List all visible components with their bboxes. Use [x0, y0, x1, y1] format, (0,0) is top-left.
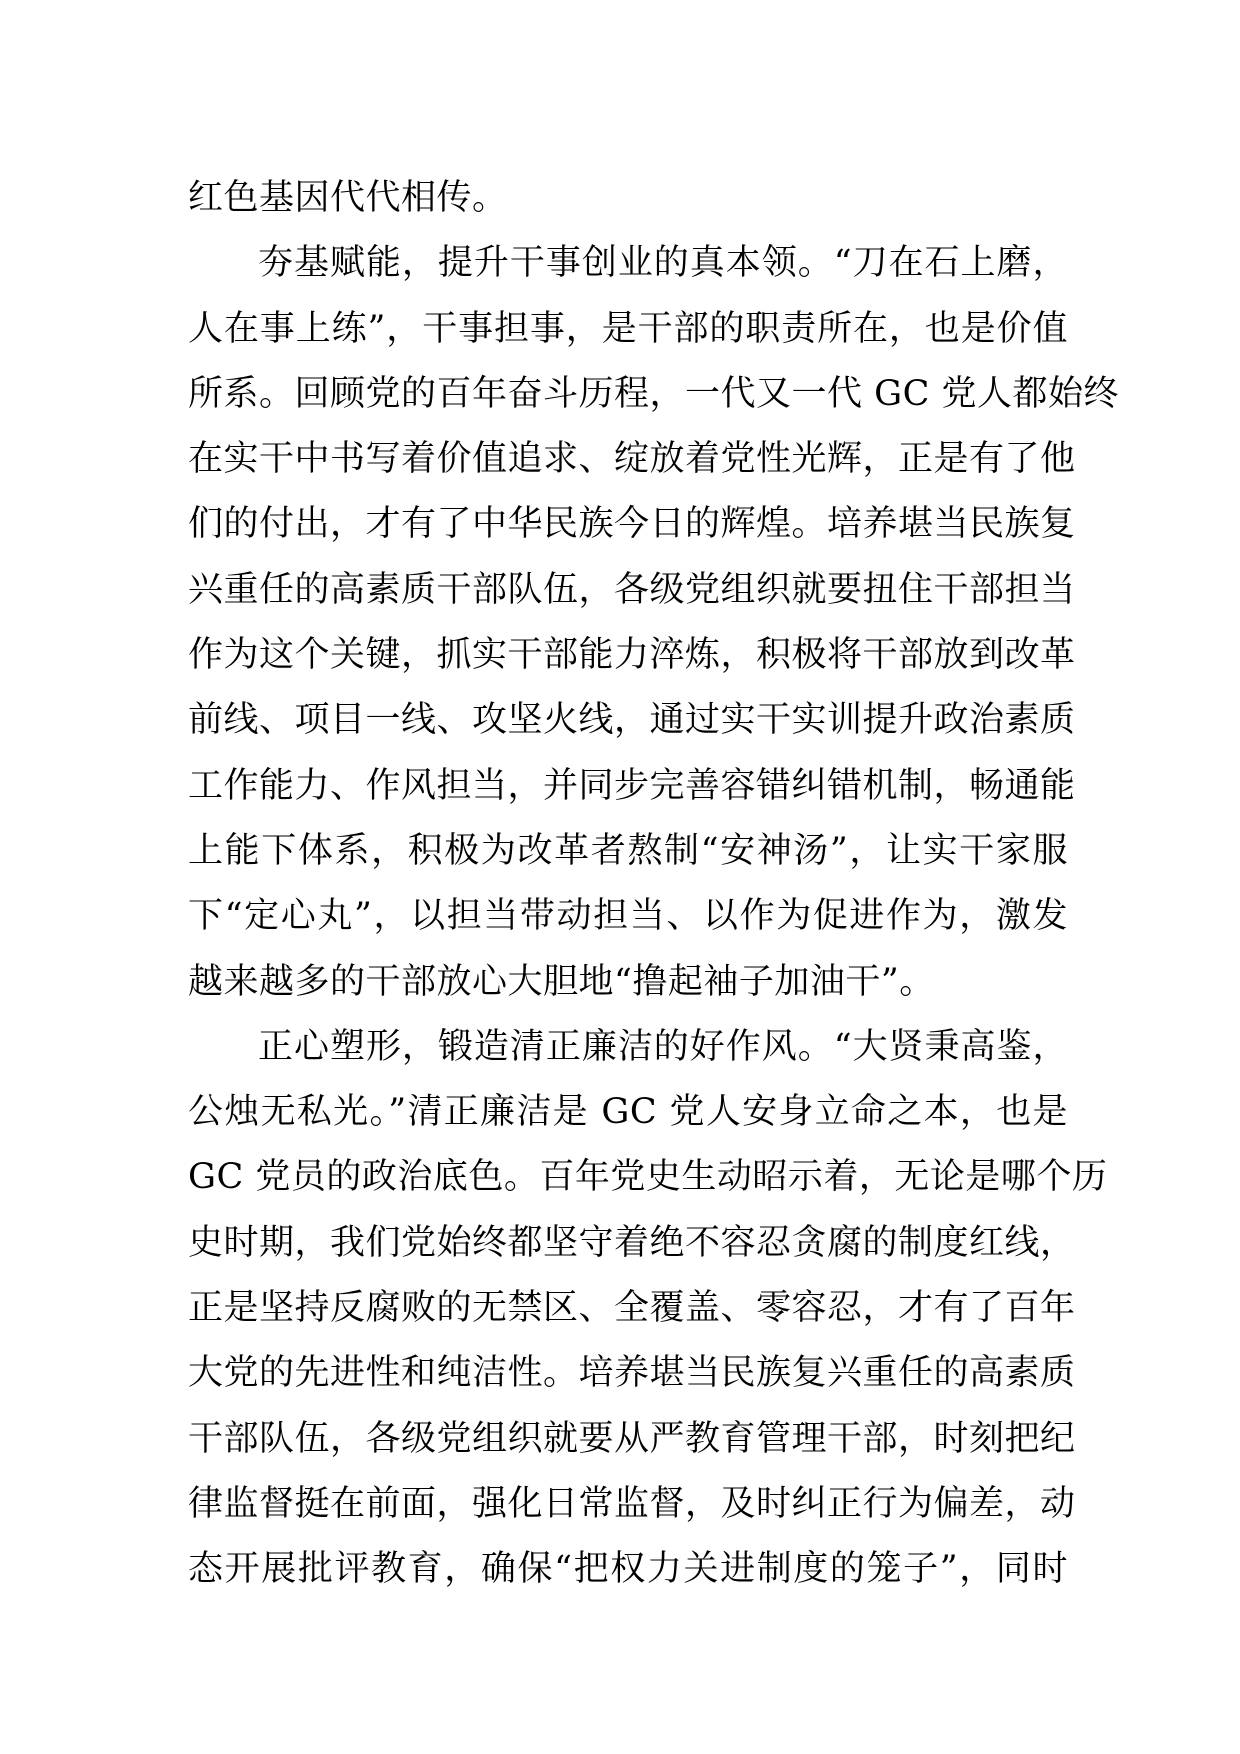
paragraph-line: 大党的先进性和纯洁性。培养堪当民族复兴重任的高素质 [188, 1353, 1076, 1394]
paragraph-line: 工作能力、作风担当，并同步完善容错纠错机制，畅通能 [188, 765, 1076, 806]
paragraph-line: 在实干中书写着价值追求、绽放着党性光辉，正是有了他 [188, 439, 1076, 480]
paragraph-line: 越来越多的干部放心大胆地“撸起袖子加油干”。 [188, 961, 935, 1002]
paragraph-line: 上能下体系，积极为改革者熬制“安神汤”，让实干家服 [188, 830, 1068, 871]
paragraph-line: 兴重任的高素质干部队伍，各级党组织就要扭住干部担当 [188, 569, 1076, 610]
paragraph-line: 公烛无私光。”清正廉洁是 GC 党人安身立命之本，也是 [188, 1092, 1068, 1133]
paragraph-line: 正是坚持反腐败的无禁区、全覆盖、零容忍，才有了百年 [188, 1288, 1076, 1329]
paragraph-line: 作为这个关键，抓实干部能力淬炼，积极将干部放到改革 [188, 635, 1076, 676]
paragraph-line: 下“定心丸”，以担当带动担当、以作为促进作为，激发 [188, 896, 1068, 937]
paragraph-line: GC 党员的政治底色。百年党史生动昭示着，无论是哪个历 [188, 1157, 1108, 1198]
body-text [188, 166, 1119, 1603]
paragraph-line: 所系。回顾党的百年奋斗历程，一代又一代 GC 党人都始终 [188, 373, 1119, 414]
paragraph-line: 干部队伍，各级党组织就要从严教育管理干部，时刻把纪 [188, 1418, 1076, 1459]
paragraph-line: 夯基赋能，提升干事创业的真本领。“刀在石上磨， [258, 243, 1068, 284]
paragraph-line: 红色基因代代相传。 [188, 178, 508, 218]
paragraph-line: 们的付出，才有了中华民族今日的辉煌。培养堪当民族复 [188, 504, 1076, 545]
paragraph-line: 史时期，我们党始终都坚守着绝不容忍贪腐的制度红线， [188, 1222, 1076, 1263]
paragraph-line: 前线、项目一线、攻坚火线，通过实干实训提升政治素质 [188, 700, 1076, 741]
paragraph-line: 态开展批评教育，确保“把权力关进制度的笼子”，同时 [188, 1549, 1068, 1590]
paragraph-line: 律监督挺在前面，强化日常监督，及时纠正行为偏差，动 [188, 1483, 1076, 1524]
paragraph-line: 人在事上练”，干事担事，是干部的职责所在，也是价值 [188, 308, 1068, 349]
paragraph-line: 正心塑形，锻造清正廉洁的好作风。“大贤秉高鉴， [258, 1026, 1068, 1067]
